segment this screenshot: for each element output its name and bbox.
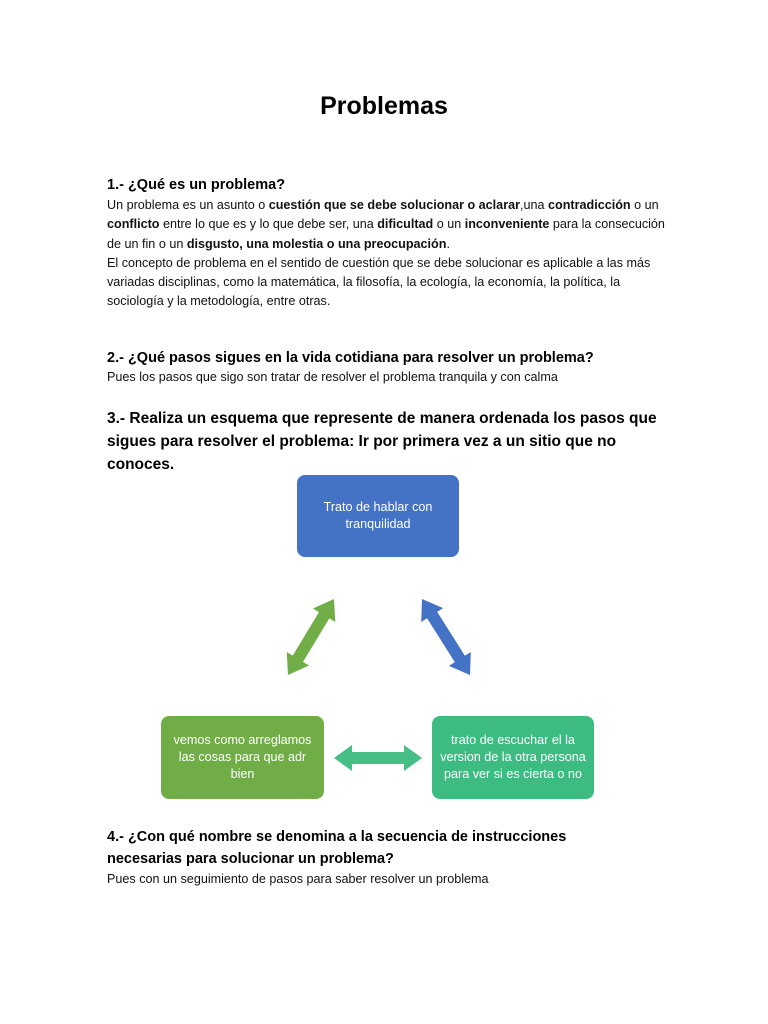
q1-paragraph-run: . [446, 236, 450, 251]
q4-heading: 4.- ¿Con qué nombre se denomina a la secuencia de instrucciones necesarias para solucionar un problema? [107, 829, 567, 867]
double-arrow-right [421, 599, 471, 675]
q2-answer: Pues los pasos que sigo son tratar de resolver el problema tranquila y con calma [107, 370, 558, 384]
q3-heading: 3.- Realiza un esquema que represente de manera ordenada los pasos que sigues para resolver el problema: Ir por primera vez a un sitio que no conoces. [107, 410, 657, 473]
diagram-box-top-label: Trato de hablar con tranquilidad [323, 500, 433, 531]
q1-paragraph-run: cuestión que se debe solucionar o aclarar [268, 198, 520, 212]
q1-paragraph-run: inconveniente [464, 217, 550, 232]
diagram-box-left-label: vemos como arreglamos las cosas para que adr bien [173, 733, 312, 781]
q1-paragraph-concept: El concepto de problema en el sentido de cuestión que se debe solucionar es aplicable a las más variadas disciplinas, como la matemática, la filosofía, la ecología, la economía, la política, la sociología y la metodología, entre otras. [107, 255, 651, 309]
q1-paragraph-run: o un [630, 198, 659, 212]
q1-heading: 1.- ¿Qué es un problema? [107, 177, 286, 193]
q1-paragraph-run: contradicción [548, 198, 631, 212]
diagram-box-right-label: trato de escuchar el la version de la otra persona para ver si es cierta o no [440, 733, 586, 781]
q1-paragraph-run: Un problema es un asunto o [107, 198, 269, 212]
double-arrow-bottom [334, 745, 422, 771]
q4-answer: Pues con un seguimiento de pasos para saber resolver un problema [107, 872, 489, 886]
q1-paragraph-run: dificultad [377, 217, 434, 232]
q1-paragraph-run: para la consecución de un fin o un [107, 217, 665, 251]
section-q4 [107, 826, 607, 889]
q1-paragraph-run: conflicto [107, 217, 160, 232]
q1-paragraph-run: o un [433, 217, 465, 232]
double-arrow-left [287, 599, 336, 675]
q1-paragraph-run: disgusto, una molestia o una preocupación [186, 236, 447, 251]
q1-paragraph-run: entre lo que es y lo que debe ser, una [159, 217, 378, 232]
q1-paragraph-run: ,una [520, 198, 549, 212]
q2-heading: 2.- ¿Qué pasos sigues en la vida cotidiana para resolver un problema? [107, 350, 594, 366]
page-title: Problemas [320, 92, 448, 120]
